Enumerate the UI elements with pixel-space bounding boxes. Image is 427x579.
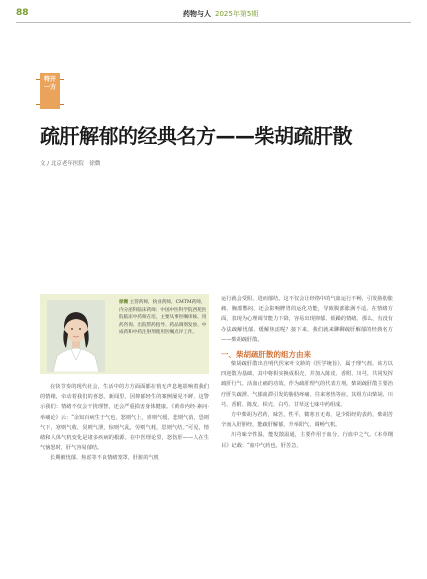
author-portrait-image — [47, 300, 105, 372]
author-description: 主管药师，执业药师，CMTM药师，内分泌科临床药师；中国中医科学院西苑医院临床中药师在培，主要从事医嘱审核、用药咨询、出院带药指导、药品调剂发放、中成药和中药注射剂使用医嘱点评工作。 — [119, 300, 207, 336]
paragraph: 在快节奏的现代社会，生活中的方方面面都在悄无声息地影响着我们的情绪，牵动着我们的喜怒。新闻里，因抑郁轻生的案例屡见不鲜，这警示我们：情绪不仅会干扰理智，还会严重损害身体健康。《黄帝内经·素问·举痛论》云：“余知百病生于气也，怒则气上，喜则气缓，悲则气消，恐则气下，寒则气收，炅则气泄，惊则气乱，劳则气耗，思则气结。”可见，情绪和人体气机变化是诸多疾病的根源。在中医理论里，怒伤肝——人在生气恼怒时，肝气容易郁结。 — [40, 384, 209, 452]
article-title: 疏肝解郁的经典名方——柴胡疏肝散 — [40, 124, 352, 148]
section-heading: 一、柴胡疏肝散的组方由来 — [221, 350, 311, 359]
right-column-intro — [221, 294, 393, 345]
right-column-body — [221, 359, 393, 451]
left-column — [40, 382, 209, 464]
author-photo — [47, 300, 105, 372]
author-name: 徐微 — [119, 300, 129, 305]
paragraph: 长期被忧郁、焦虑等不良情绪笼罩，肝脏的气机 — [50, 455, 159, 462]
page-number: 88 — [16, 8, 29, 18]
issue-label: 2025年第5期 — [215, 10, 259, 18]
magazine-name: 药物与人 — [183, 10, 211, 18]
column-tag — [40, 73, 60, 109]
paragraph: 柴胡疏肝散出自明代医家叶文龄的《医学统旨》，属于理气剂。该方以四逆散为基础，其中将枳实换成枳壳，并加入陈皮、香附、川芎，共同发挥疏肝行气、活血止痛的功效。作为疏肝理气的代表方剂，柴胡疏肝散主要治疗肝失疏泄、气郁血滞引发的胁肋疼痛、往来寒热等症。其组方由柴胡、川芎、香附、陈皮、枳壳、白芍、甘草这七味中药组成。 — [221, 361, 393, 408]
author-bio — [119, 299, 209, 337]
paragraph: 运行就会受阻，进而郁结。这不仅会让经络中的气血运行不畅，引发胁肋胀痛、胸部憋闷，还会影响脾胃的运化功能，导致腹部胀满不适。在情绪方面，表现为心理调节能力下降，容易出现抑郁、烦躁的情绪。那么，有没有办法疏解忧郁、缓解焦虑呢？接下来，我们就来聊聊疏肝解郁的经典名方——柴胡疏肝散。 — [221, 296, 393, 343]
paragraph: 方中柴胡为君药，味苦，性平，微寒且无毒，是少阳经的表药，柴胡苦辛而入肝胆经，能疏肝解郁，升举阳气，调畅气机。 — [221, 412, 393, 429]
magazine-header — [183, 9, 258, 19]
header-divider — [16, 22, 411, 23]
paragraph: 川芎味辛性温，能发散温通，主要作用于血分，行血中之气。《本草纲目》记载：“血中气药也。肝苦急， — [221, 432, 393, 449]
tag-text: 特开一方 — [43, 76, 56, 91]
article-byline: 文 / 北京老年医院 徐微 — [40, 161, 101, 167]
